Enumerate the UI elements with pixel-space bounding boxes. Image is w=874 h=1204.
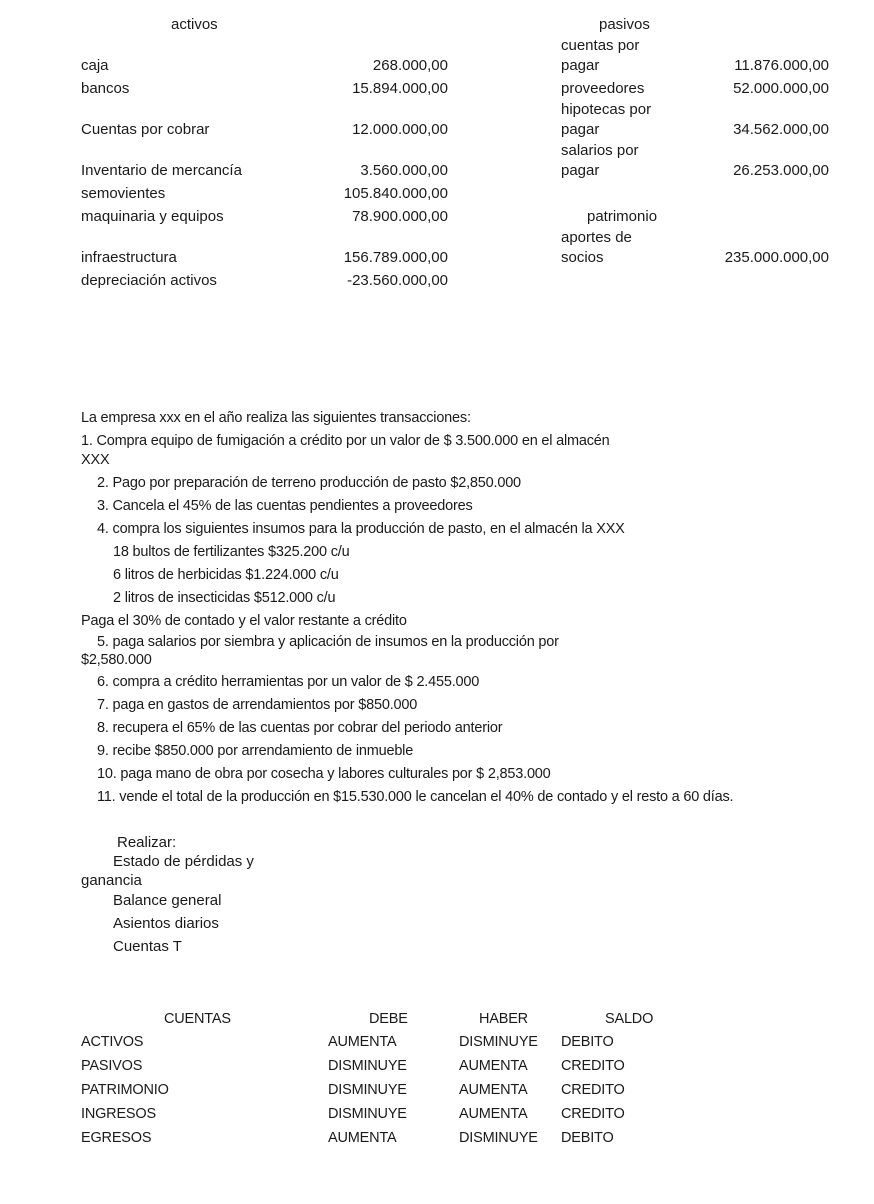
transaction-4-item: 6 litros de herbicidas $1.224.000 c/u bbox=[113, 567, 339, 583]
activo-value: 156.789.000,00 bbox=[343, 249, 448, 266]
table-header-debe: DEBE bbox=[369, 1011, 408, 1027]
transaction-2: 2. Pago por preparación de terreno producción de pasto $2,850.000 bbox=[97, 475, 521, 491]
activo-name: caja bbox=[81, 57, 109, 74]
activo-name: Inventario de mercancía bbox=[81, 162, 242, 179]
activo-value: 105.840.000,00 bbox=[343, 185, 448, 202]
transaction-10: 10. paga mano de obra por cosecha y labores culturales por $ 2,853.000 bbox=[97, 766, 551, 782]
table-cell-haber: DISMINUYE bbox=[459, 1130, 538, 1146]
table-cell-saldo: CREDITO bbox=[561, 1058, 625, 1074]
table-cell-haber: AUMENTA bbox=[459, 1106, 528, 1122]
transaction-11: 11. vende el total de la producción en $15.530.000 le cancelan el 40% de contado y el resto a 60 días. bbox=[97, 789, 734, 805]
table-cell-saldo: CREDITO bbox=[561, 1082, 625, 1098]
table-cell-debe: AUMENTA bbox=[328, 1130, 397, 1146]
activo-name: maquinaria y equipos bbox=[81, 208, 224, 225]
table-header-saldo: SALDO bbox=[605, 1011, 654, 1027]
activo-value: 15.894.000,00 bbox=[352, 80, 448, 97]
transaction-4: 4. compra los siguientes insumos para la producción de pasto, en el almacén la XXX bbox=[97, 521, 625, 537]
transaction-5: 5. paga salarios por siembra y aplicación de insumos en la producción por bbox=[97, 634, 559, 650]
transaction-8: 8. recupera el 65% de las cuentas por cobrar del periodo anterior bbox=[97, 720, 503, 736]
activo-value: 268.000,00 bbox=[372, 57, 448, 74]
table-cell-cuenta: PATRIMONIO bbox=[81, 1082, 169, 1098]
pasivo-name: proveedores bbox=[561, 80, 645, 97]
activo-name: infraestructura bbox=[81, 249, 177, 266]
transaction-3: 3. Cancela el 45% de las cuentas pendientes a proveedores bbox=[97, 498, 473, 514]
activo-value: 78.900.000,00 bbox=[352, 208, 448, 225]
pasivo-name: pagar bbox=[561, 162, 600, 179]
transaction-5-cont: $2,580.000 bbox=[81, 652, 152, 668]
task-item: Balance general bbox=[113, 892, 222, 909]
pasivo-name: salarios por bbox=[561, 142, 639, 159]
table-header-cuentas: CUENTAS bbox=[164, 1011, 231, 1027]
activo-value: 3.560.000,00 bbox=[360, 162, 448, 179]
tasks-header: Realizar: bbox=[117, 834, 177, 851]
table-cell-cuenta: PASIVOS bbox=[81, 1058, 143, 1074]
pasivo-value: 26.253.000,00 bbox=[733, 162, 829, 179]
table-cell-haber: DISMINUYE bbox=[459, 1034, 538, 1050]
pasivo-value: 52.000.000,00 bbox=[733, 80, 829, 97]
transaction-6: 6. compra a crédito herramientas por un valor de $ 2.455.000 bbox=[97, 674, 480, 690]
transaction-9: 9. recibe $850.000 por arrendamiento de inmueble bbox=[97, 743, 414, 759]
patrimonio-name: socios bbox=[561, 249, 604, 266]
table-cell-saldo: DEBITO bbox=[561, 1034, 614, 1050]
task-item: Estado de pérdidas y bbox=[113, 853, 254, 870]
task-item-cont: ganancia bbox=[81, 872, 142, 889]
patrimonio-header: patrimonio bbox=[587, 208, 658, 225]
activo-name: bancos bbox=[81, 80, 130, 97]
transaction-1-cont: XXX bbox=[81, 452, 110, 468]
activos-header: activos bbox=[171, 16, 218, 33]
activo-name: depreciación activos bbox=[81, 272, 217, 289]
table-cell-cuenta: EGRESOS bbox=[81, 1130, 152, 1146]
table-cell-haber: AUMENTA bbox=[459, 1082, 528, 1098]
transaction-7: 7. paga en gastos de arrendamientos por $850.000 bbox=[97, 697, 418, 713]
pasivo-name: pagar bbox=[561, 121, 600, 138]
pasivo-name: cuentas por bbox=[561, 37, 640, 54]
pasivo-value: 34.562.000,00 bbox=[733, 121, 829, 138]
activo-name: Cuentas por cobrar bbox=[81, 121, 210, 138]
task-item: Cuentas T bbox=[113, 938, 182, 955]
transaction-4-item: 2 litros de insecticidas $512.000 c/u bbox=[113, 590, 336, 606]
table-cell-debe: DISMINUYE bbox=[328, 1082, 407, 1098]
table-cell-saldo: CREDITO bbox=[561, 1106, 625, 1122]
table-cell-cuenta: INGRESOS bbox=[81, 1106, 156, 1122]
table-cell-cuenta: ACTIVOS bbox=[81, 1034, 144, 1050]
table-header-haber: HABER bbox=[479, 1011, 528, 1027]
transaction-1: 1. Compra equipo de fumigación a crédito por un valor de $ 3.500.000 en el almacén bbox=[81, 433, 610, 449]
patrimonio-name: aportes de bbox=[561, 229, 632, 246]
transactions-intro: La empresa xxx en el año realiza las siguientes transacciones: bbox=[81, 410, 471, 426]
pasivo-value: 11.876.000,00 bbox=[734, 57, 829, 74]
table-cell-debe: DISMINUYE bbox=[328, 1058, 407, 1074]
activo-value: -23.560.000,00 bbox=[347, 272, 448, 289]
pasivos-header: pasivos bbox=[599, 16, 650, 33]
table-cell-haber: AUMENTA bbox=[459, 1058, 528, 1074]
table-cell-saldo: DEBITO bbox=[561, 1130, 614, 1146]
patrimonio-value: 235.000.000,00 bbox=[724, 249, 829, 266]
activo-value: 12.000.000,00 bbox=[352, 121, 448, 138]
activo-name: semovientes bbox=[81, 185, 166, 202]
transaction-4-item: 18 bultos de fertilizantes $325.200 c/u bbox=[113, 544, 350, 560]
table-cell-debe: AUMENTA bbox=[328, 1034, 397, 1050]
transaction-4-payment: Paga el 30% de contado y el valor restante a crédito bbox=[81, 613, 407, 629]
table-cell-debe: DISMINUYE bbox=[328, 1106, 407, 1122]
pasivo-name: pagar bbox=[561, 57, 600, 74]
task-item: Asientos diarios bbox=[113, 915, 219, 932]
pasivo-name: hipotecas por bbox=[561, 101, 652, 118]
